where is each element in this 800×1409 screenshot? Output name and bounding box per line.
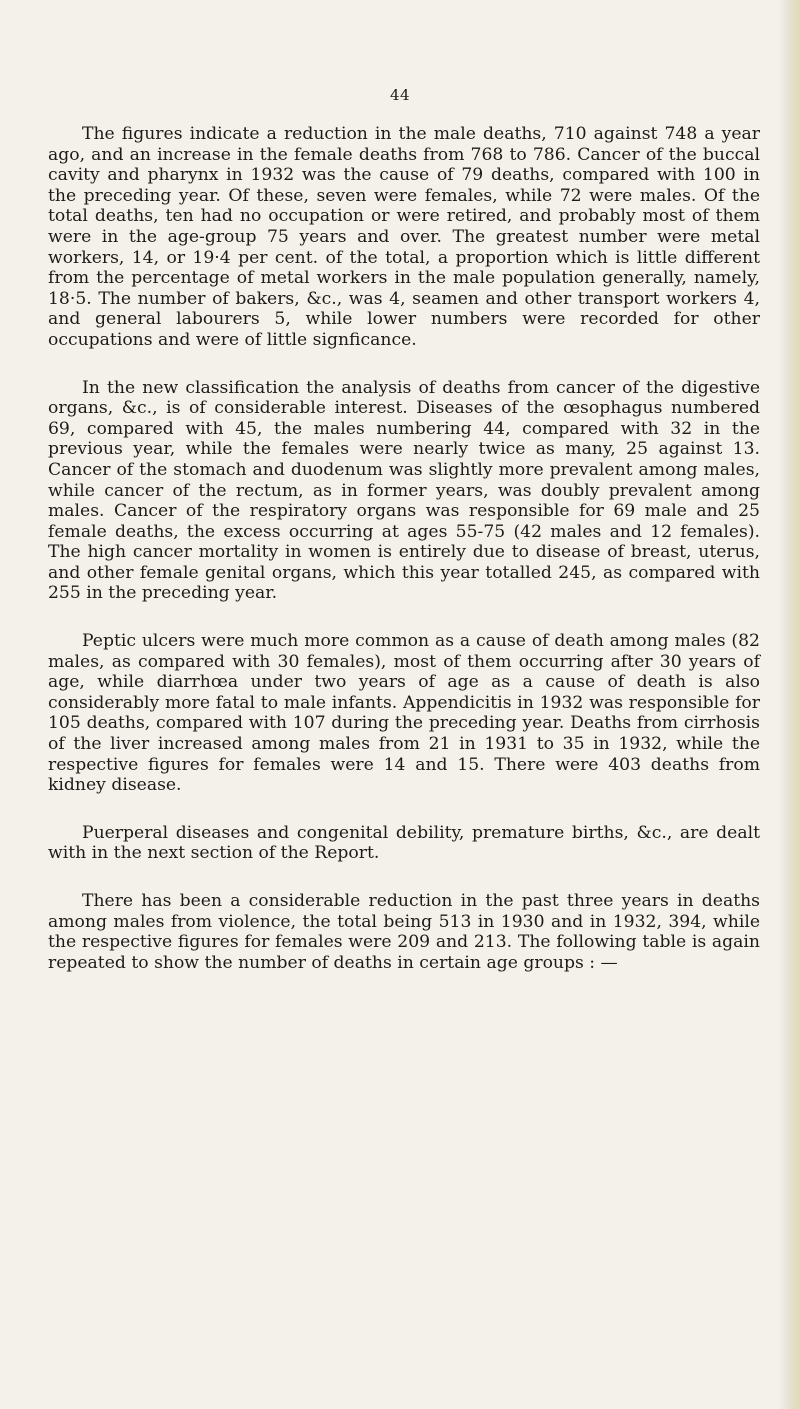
page-edge-shading: [778, 0, 800, 1409]
report-body: [48, 124, 760, 1000]
paragraph-peptic-ulcers: Peptic ulcers were much more common as a cause of death among males (82 males, as compared with 30 females), most of them occurring after 30 years of age, while diarrhœa under two years of age as a cause of death is also considerably more fatal to male infants. Appendicitis in 1932 was responsible for 105 deaths, compared with 107 during the preceding year. Deaths from cirrhosis of the liver increased among males from 21 in 1931 to 35 in 1932, while the respective figures for females were 14 and 15. There were 403 deaths from kidney disease.: [48, 631, 760, 796]
paragraph-buccal-cancer: The figures indicate a reduction in the male deaths, 710 against 748 a year ago, and an increase in the female deaths from 768 to 786. Cancer of the buccal cavity and pharynx in 1932 was the cause of 79 deaths, compared with 100 in the preceding year. Of these, seven were females, while 72 were males. Of the total deaths, ten had no occupation or were retired, and probably most of them were in the age-group 75 years and over. The greatest number were metal workers, 14, or 19·4 per cent. of the total, a proportion which is little different from the percentage of metal workers in the male population generally, namely, 18·5. The number of bakers, &c., was 4, seamen and other transport workers 4, and general labourers 5, while lower numbers were recorded for other occupations and were of little signficance.: [48, 124, 760, 350]
paragraph-digestive-cancer: In the new classification the analysis of deaths from cancer of the digestive organs, &c., is of considerable interest. Diseases of the œsophagus numbered 69, compared with 45, the males numbering 44, compared with 32 in the previous year, while the females were nearly twice as many, 25 against 13. Cancer of the stomach and duodenum was slightly more prevalent among males, while cancer of the rectum, as in former years, was doubly prevalent among males. Cancer of the respiratory organs was responsible for 69 male and 25 female deaths, the excess occurring at ages 55-75 (42 males and 12 females). The high cancer mortality in women is entirely due to disease of breast, uterus, and other female genital organs, which this year totalled 245, as compared with 255 in the preceding year.: [48, 377, 760, 604]
paragraph-violence-deaths: There has been a considerable reduction in the past three years in deaths among males from violence, the total being 513 in 1930 and in 1932, 394, while the respective figures for females were 209 and 213. The following table is again repeated to show the number of deaths in certain age groups : —: [48, 891, 760, 973]
page-number: 44: [389, 86, 411, 104]
paragraph-puerperal-diseases: Puerperal diseases and congenital debility, premature births, &c., are dealt with in the next section of the Report.: [48, 822, 760, 864]
